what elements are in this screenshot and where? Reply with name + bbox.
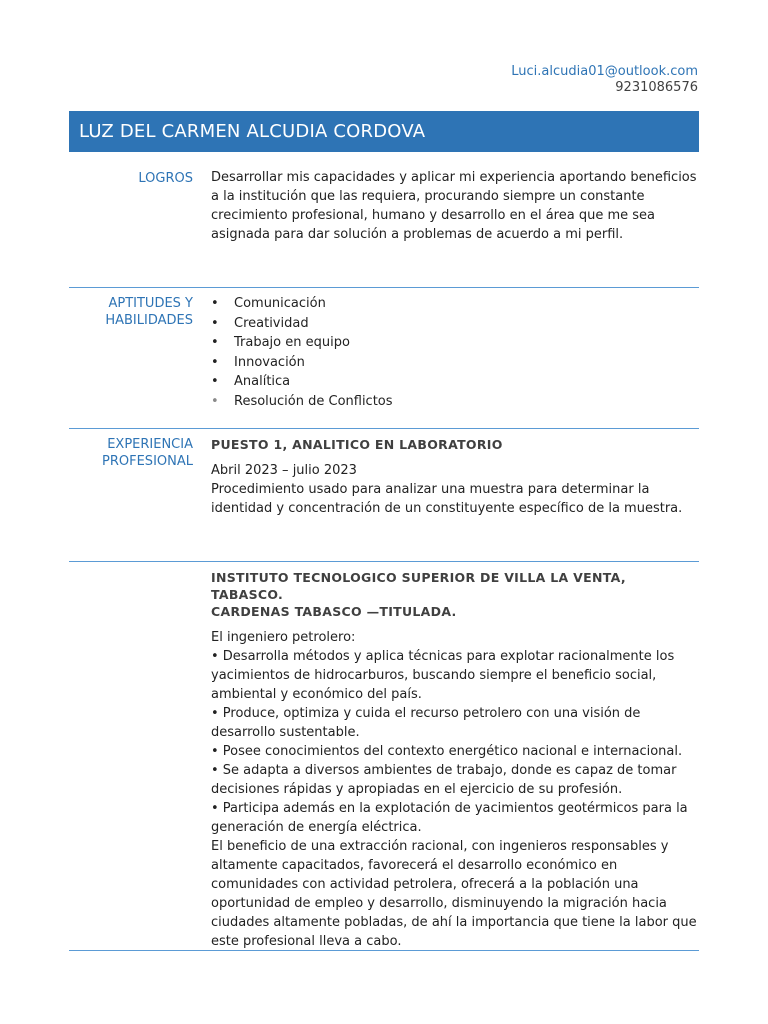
skill-label: Creatividad: [234, 315, 309, 331]
education-point: • Participa además en la explotación de yacimientos geotérmicos para la generación de energía eléctrica.: [211, 801, 688, 835]
list-item: [211, 372, 701, 392]
phone-number: 9231086576: [615, 80, 698, 95]
education-point: • Produce, optimiza y cuida el recurso petrolero con una visión de desarrollo sustentable.: [211, 706, 641, 740]
divider: [69, 428, 699, 429]
institution-title-line1: INSTITUTO TECNOLOGICO SUPERIOR DE VILLA LA VENTA, TABASCO.: [211, 570, 626, 602]
list-item: [211, 353, 701, 373]
bullet-icon: •: [211, 374, 219, 389]
bullet-icon: •: [211, 393, 219, 409]
education-intro: El ingeniero petrolero:: [211, 630, 356, 645]
institution-title-line2: CARDENAS TABASCO —TITULADA.: [211, 604, 457, 619]
skill-label: Innovación: [234, 354, 305, 370]
skills-block: [211, 294, 701, 411]
job-dates: Abril 2023 – julio 2023: [211, 463, 357, 478]
bullet-icon: •: [211, 315, 219, 331]
education-point: • Desarrolla métodos y aplica técnicas para explotar racionalmente los yacimientos de hidrocarburos, buscando siempre el beneficio social, ambiental y económico del país.: [211, 649, 675, 702]
education-point: • Se adapta a diversos ambientes de trabajo, donde es capaz de tomar decisiones rápidas y apropiadas en el ejercicio de su profesión.: [211, 763, 677, 797]
job-description: Procedimiento usado para analizar una muestra para determinar la identidad y concentración de un constituyente específico de la muestra.: [211, 482, 683, 516]
divider: [69, 287, 699, 288]
experience-entry: [211, 436, 701, 518]
skill-label: Analítica: [234, 374, 291, 389]
contact-block: [511, 64, 698, 96]
education-entry: [211, 569, 701, 951]
aptitudes-label-line2: HABILIDADES: [105, 313, 193, 328]
list-item: [211, 294, 701, 314]
bullet-icon: •: [211, 354, 219, 370]
section-label-logros: [138, 170, 193, 187]
list-item: [211, 314, 701, 334]
divider: [69, 950, 699, 951]
email-link[interactable]: Luci.alcudia01@outlook.com: [511, 64, 698, 79]
experiencia-label-line1: EXPERIENCIA: [107, 437, 193, 452]
logros-label: LOGROS: [138, 171, 193, 186]
job-title: PUESTO 1, ANALITICO EN LABORATORIO: [211, 437, 503, 452]
aptitudes-label-line1: APTITUDES Y: [108, 296, 193, 311]
skill-label: Resolución de Conflictos: [234, 393, 393, 409]
skill-label: Comunicación: [234, 296, 326, 311]
divider: [69, 561, 699, 562]
experiencia-label-line2: PROFESIONAL: [102, 454, 193, 469]
name-banner: LUZ DEL CARMEN ALCUDIA CORDOVA: [69, 111, 699, 152]
skills-list: [211, 294, 701, 411]
list-item: [211, 333, 701, 353]
section-label-experiencia: [102, 436, 193, 470]
bullet-icon: •: [211, 296, 219, 311]
logros-text: Desarrollar mis capacidades y aplicar mi experiencia aportando beneficios a la institución que las requiera, procurando siempre un constante crecimiento profesional, humano y desarrollo en el área que me sea asignada para dar solución a problemas de acuerdo a mi perfil.: [211, 170, 697, 242]
bullet-icon: •: [211, 335, 219, 350]
education-closing: El beneficio de una extracción racional, con ingenieros responsables y altamente capacitados, favorecerá el desarrollo económico en comunidades con actividad petrolera, ofrecerá a la población una oportunidad de empleo y desarrollo, disminuyendo la migración hacia ciudades altamente pobladas, de ahí la importancia que tiene la labor que este profesional lleva a cabo.: [211, 839, 697, 949]
list-item: [211, 392, 701, 412]
skill-label: Trabajo en equipo: [234, 335, 350, 350]
education-point: • Posee conocimientos del contexto energético nacional e internacional.: [211, 744, 683, 759]
section-label-aptitudes: [105, 295, 193, 329]
